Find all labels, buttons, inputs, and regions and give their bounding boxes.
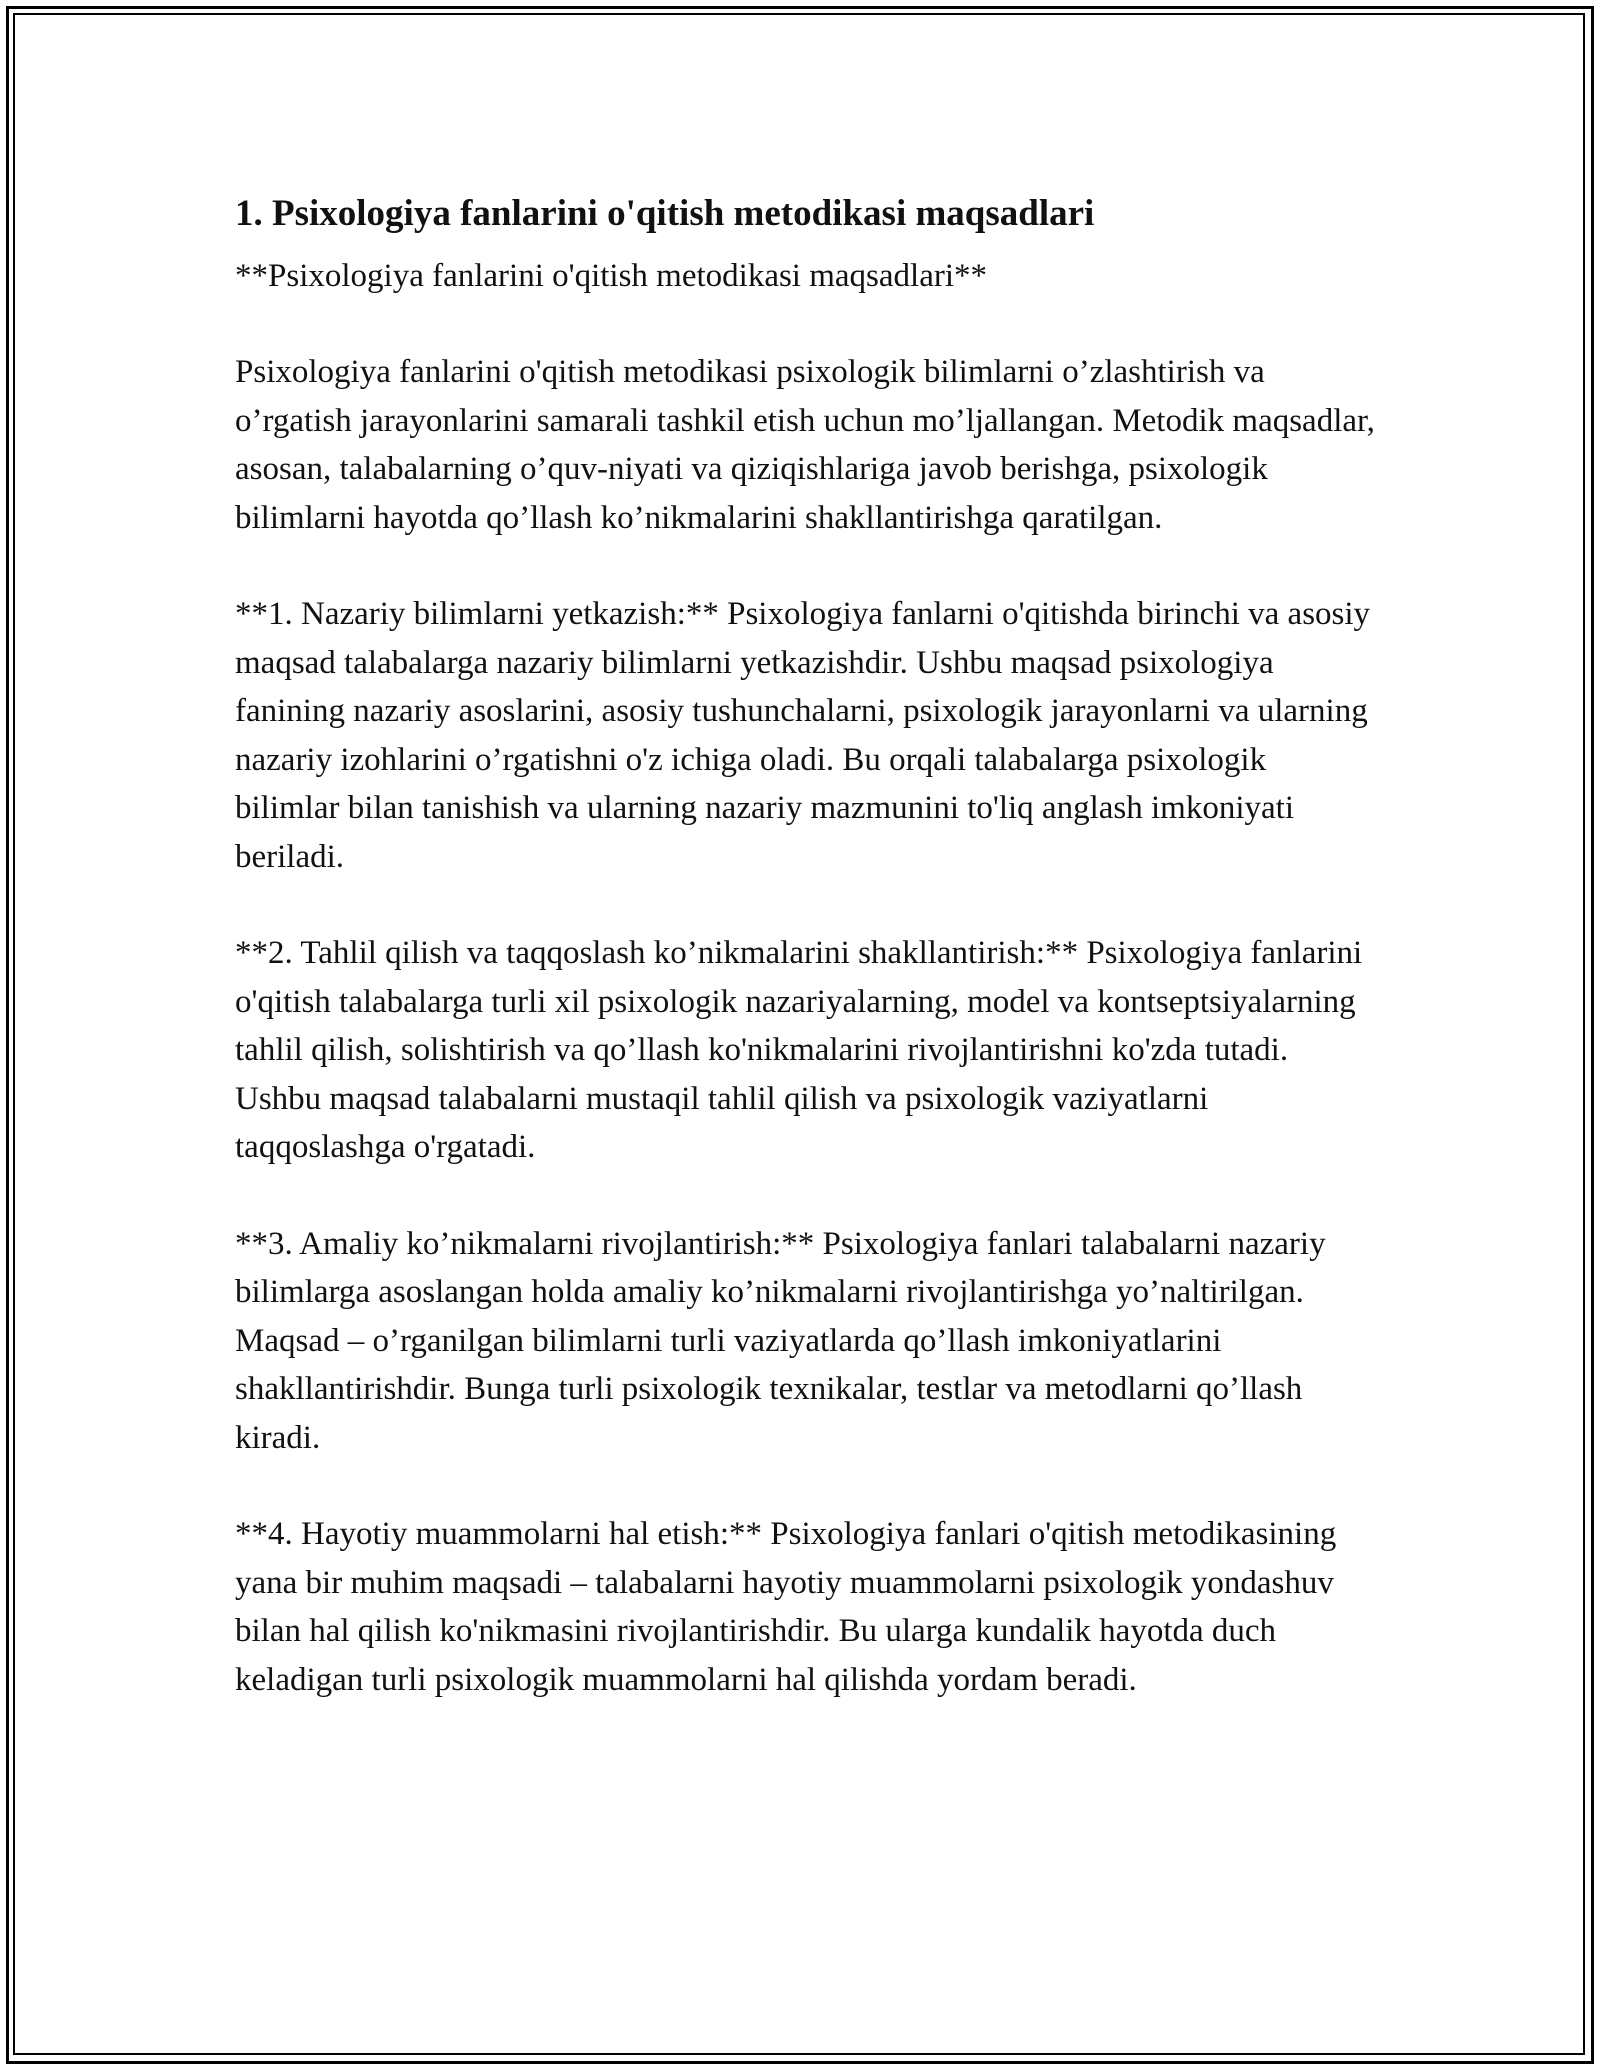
document-title: 1. Psixologiya fanlarini o'qitish metodikasi maqsadlari — [235, 193, 1095, 234]
goal-4-paragraph: **4. Hayotiy muammolarni hal etish:** Psixologiya fanlari o'qitish metodikasining yana bir muhim maqsadi – talabalarni hayotiy muammolarni psixologik yondashuv bilan hal qilish ko'nikmasini rivojlantirishdir. Bu ularga kundalik hayotda duch keladigan turli psixologik muammolarni hal qilishda yordam beradi. — [235, 1516, 1337, 1698]
goal-1-paragraph: **1. Nazariy bilimlarni yetkazish:** Psixologiya fanlarni o'qitishda birinchi va asosiy maqsad talabalarga nazariy bilimlarni yetkazishdir. Ushbu maqsad psixologiya fanining nazariy asoslarini, asosiy tushunchalarni, psixologik jarayonlarni va ularning nazariy izohlarini o’rgatishni o'z ichiga oladi. Bu orqali talabalarga psixologik bilimlar bilan tanishish va ularning nazariy mazmunini to'liq anglash imkoniyati beriladi. — [235, 596, 1371, 875]
intro-paragraph: Psixologiya fanlarini o'qitish metodikasi psixologik bilimlarni o’zlashtirish va o’rgatish jarayonlarini samarali tashkil etish uchun mo’ljallangan. Metodik maqsadlar, asosan, talabalarning o’quv-niyati va qiziqishlariga javob berishga, psixologik bilimlarni hayotda qo’llash ko’nikmalarini shakllantirishga qaratilgan. — [235, 354, 1375, 536]
document-body — [235, 188, 1375, 1704]
goal-2-paragraph: **2. Tahlil qilish va taqqoslash ko’nikmalarini shakllantirish:** Psixologiya fanlarini o'qitish talabalarga turli xil psixologik nazariyalarning, model va kontseptsiyalarning tahlil qilish, solishtirish va qo’llash ko'nikmalarini rivojlantirishni ko'zda tutadi. Ushbu maqsad talabalarni mustaqil tahlil qilish va psixologik vaziyatlarni taqqoslashga o'rgatadi. — [235, 935, 1363, 1165]
document-subtitle: **Psixologiya fanlarini o'qitish metodikasi maqsadlari** — [235, 258, 988, 294]
goal-3-paragraph: **3. Amaliy ko’nikmalarni rivojlantirish:** Psixologiya fanlari talabalarni nazariy bilimlarga asoslangan holda amaliy ko’nikmalarni rivojlantirishga yo’naltirilgan. Maqsad – o’rganilgan bilimlarni turli vaziyatlarda qo’llash imkoniyatlarini shakllantirishdir. Bunga turli psixologik texnikalar, testlar va metodlarni qo’llash kiradi. — [235, 1225, 1326, 1456]
